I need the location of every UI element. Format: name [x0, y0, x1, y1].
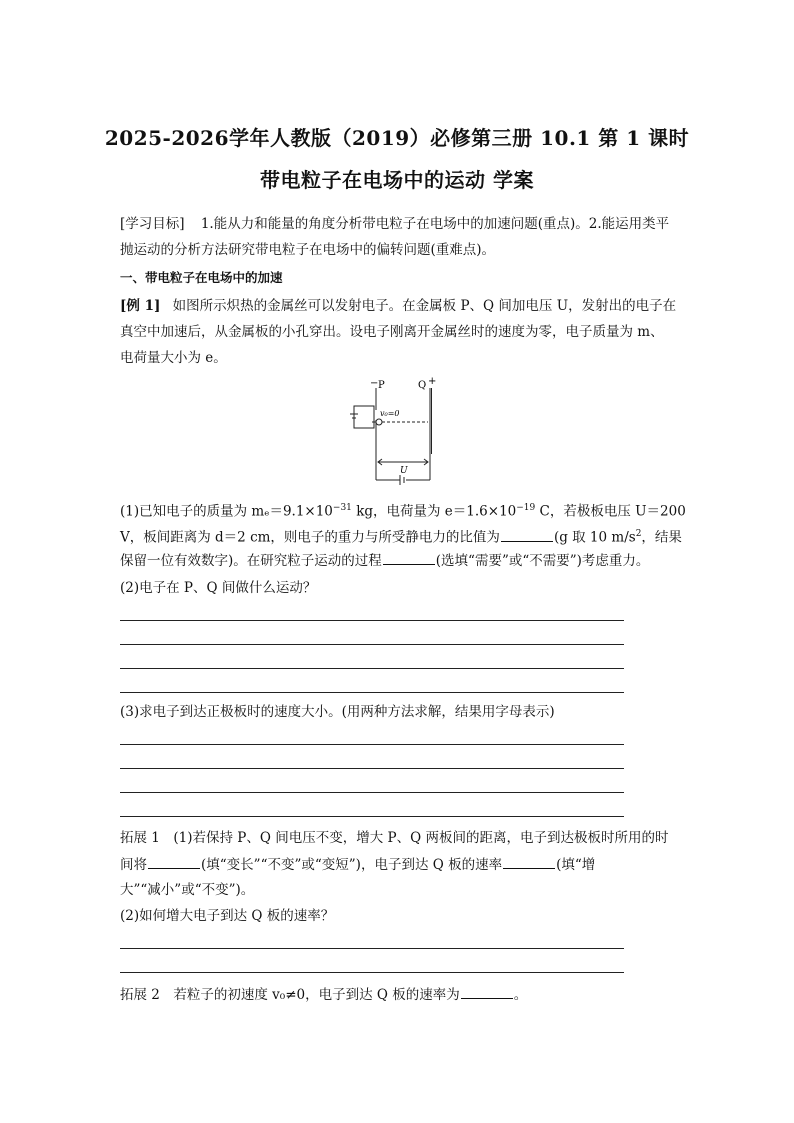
- ext1-line2-text-c: (填“增: [556, 857, 596, 873]
- figure-label-v0: v₀=0: [380, 409, 400, 418]
- example1-line2: 真空中加速后，从金属板的小孔穿出。设电子刚离开金属丝时的速度为零，电子质量为 m、: [120, 324, 664, 340]
- q2-answer-line-1[interactable]: [120, 620, 624, 621]
- q1-text-b: kg，电荷量为 e＝1.6×10: [351, 503, 517, 520]
- ext1-line2-text-b: (填“变长”“不变”或“变短”)，电子到达 Q 板的速率: [201, 857, 503, 873]
- ext1-line3: 大”“减小”或“不变”)。: [120, 882, 255, 898]
- q3-answer-line-2[interactable]: [120, 768, 624, 769]
- example1-text1: 如图所示炽热的金属丝可以发射电子。在金属板 P、Q 间加电压 U，发射出的电子在: [172, 298, 677, 314]
- figure-label-q: Q: [418, 380, 427, 391]
- q1-text-a: (1)已知电子的质量为 mₑ＝9.1×10: [120, 503, 333, 520]
- q1-line2-text-c: ，结果: [641, 529, 682, 546]
- ext1-line1: 拓展 1 (1)若保持 P、Q 间电压不变，增大 P、Q 两板间的距离，电子到达极板时所用的时: [120, 830, 669, 846]
- ext1-answer-line-2[interactable]: [120, 972, 624, 973]
- ext2-line: [120, 984, 680, 1005]
- q2-answer-line-2[interactable]: [120, 644, 624, 645]
- example1-line1: [120, 296, 680, 316]
- q3-answer-line-3[interactable]: [120, 792, 624, 793]
- q1-exp1: −31: [332, 503, 352, 513]
- q3-answer-line-1[interactable]: [120, 744, 624, 745]
- section1-heading: 一、带电粒子在电场中的加速: [120, 270, 283, 285]
- q1-line3-text-b: (选填“需要”或“不需要”)考虑重力。: [435, 553, 650, 569]
- q1-line3: [120, 550, 680, 571]
- q1-line3-text-a: 保留一位有效数字)。在研究粒子运动的过程: [120, 553, 382, 569]
- example1-line3: 电荷量大小为 e。: [120, 350, 227, 366]
- q1-line2: [120, 524, 680, 548]
- q1-answer-blank-1[interactable]: [501, 527, 553, 542]
- q2-answer-line-3[interactable]: [120, 668, 624, 669]
- example1-label: [例 1]: [120, 298, 161, 314]
- ext1-q2: (2)如何增大电子到达 Q 板的速率？: [120, 908, 335, 924]
- ext1-answer-blank-2[interactable]: [503, 854, 555, 869]
- document-title-line1: 2025-2026学年人教版（2019）必修第三册 10.1 第 1 课时: [104, 126, 690, 150]
- objectives-label: [学习目标]: [120, 216, 185, 232]
- ext2-answer-blank[interactable]: [461, 984, 513, 999]
- objectives-line1: [120, 214, 680, 234]
- q3-answer-line-4[interactable]: [120, 816, 624, 817]
- q1-line1: [120, 498, 686, 522]
- figure-label-minus: −: [370, 378, 379, 389]
- q1-text-c: C，若极板电压 U＝200: [535, 503, 686, 520]
- figure-label-p: P: [378, 380, 385, 391]
- ext1-line2-text-a: 间将: [120, 857, 147, 873]
- q1-line2-text-a: V，板间距离为 d＝2 cm，则电子的重力与所受静电力的比值为: [120, 529, 500, 546]
- q1-answer-blank-2[interactable]: [383, 550, 435, 565]
- q1-line2-text-b: (g 取 10 m/s: [553, 529, 636, 546]
- ext1-answer-line-1[interactable]: [120, 948, 624, 949]
- q2-text: (2)电子在 P、Q 间做什么运动？: [120, 580, 317, 596]
- figure-label-plus: +: [428, 376, 437, 387]
- document-title-line2: 带电粒子在电场中的运动 学案: [260, 168, 534, 192]
- objectives-line2: 抛运动的分析方法研究带电粒子在电场中的偏转问题(重难点)。: [120, 242, 496, 258]
- q1-line2-exp: 2: [635, 529, 642, 539]
- objectives-text1: 1.能从力和能量的角度分析带电粒子在电场中的加速问题(重点)。2.能运用类平: [200, 216, 670, 232]
- ext1-answer-blank-1[interactable]: [148, 854, 200, 869]
- q1-exp2: −19: [516, 503, 536, 513]
- ext2-text-a: 拓展 2 若粒子的初速度 v₀≠0，电子到达 Q 板的速率为: [120, 987, 460, 1003]
- ext1-line2: [120, 854, 680, 875]
- q3-text: (3)求电子到达正极板时的速度大小。(用两种方法求解，结果用字母表示): [120, 704, 555, 720]
- ext2-text-b: 。: [513, 987, 528, 1003]
- figure-label-u: U: [400, 466, 408, 476]
- capacitor-figure: [342, 376, 442, 486]
- q2-answer-line-4[interactable]: [120, 692, 624, 693]
